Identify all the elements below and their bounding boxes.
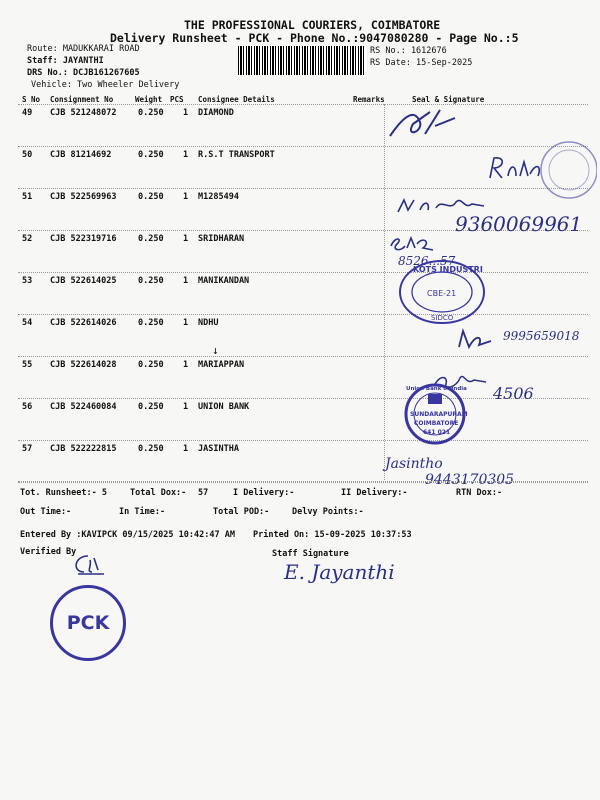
out-time: Out Time:- bbox=[20, 507, 72, 517]
col-pcs: PCS bbox=[170, 95, 184, 104]
total-dox-value: 57 bbox=[198, 488, 209, 498]
row-sno: 54 bbox=[22, 318, 33, 328]
stamp-union-bank-name: Union Bank of India bbox=[406, 386, 467, 392]
totals-rule bbox=[18, 481, 588, 482]
row-divider bbox=[18, 146, 588, 147]
row-divider bbox=[18, 440, 588, 441]
stamp-row53 bbox=[397, 258, 487, 326]
col-remarks: Remarks bbox=[353, 95, 385, 104]
rs-date: RS Date: 15-Sep-2025 bbox=[370, 58, 473, 68]
row-consignee: MARIAPPAN bbox=[198, 360, 245, 370]
total-dox-label: Total Dox:- bbox=[130, 488, 187, 498]
stamp-row50 bbox=[535, 138, 597, 204]
stamp-union-bank bbox=[404, 380, 468, 450]
row-divider bbox=[18, 314, 588, 315]
row-divider bbox=[18, 272, 588, 273]
company-title: THE PROFESSIONAL COURIERS, COIMBATORE bbox=[184, 18, 441, 32]
row-consignee: M1285494 bbox=[198, 192, 239, 202]
phone-row51: 9360069961 bbox=[455, 212, 583, 236]
stamp-union-bank-l2: COIMBATORE bbox=[414, 420, 459, 427]
row-weight: 0.250 bbox=[138, 234, 164, 244]
stamp-union-bank-l1: SUNDARAPURAM bbox=[410, 411, 468, 418]
verified-signature bbox=[68, 552, 108, 578]
staff-signature: E. Jayanthi bbox=[284, 560, 395, 584]
row-consignee: R.S.T TRANSPORT bbox=[198, 150, 275, 160]
barcode bbox=[238, 46, 366, 75]
seal-column-rule bbox=[384, 104, 385, 480]
row-weight: 0.250 bbox=[138, 444, 164, 454]
row-sno: 51 bbox=[22, 192, 33, 202]
row-consignee: JASINTHA bbox=[198, 444, 239, 454]
row-sno: 57 bbox=[22, 444, 33, 454]
row-sno: 50 bbox=[22, 150, 33, 160]
row-pcs: 1 bbox=[183, 276, 189, 286]
row-weight: 0.250 bbox=[138, 360, 164, 370]
row-pcs: 1 bbox=[183, 360, 189, 370]
row-weight: 0.250 bbox=[138, 318, 164, 328]
vehicle-label: Vehicle: Two Wheeler Delivery bbox=[31, 80, 180, 90]
row-consignment: CJB 522222815 bbox=[50, 444, 117, 454]
in-time: In Time:- bbox=[119, 507, 166, 517]
row-sno: 55 bbox=[22, 360, 33, 370]
route-label: Route: MADUKKARAI ROAD bbox=[27, 44, 140, 54]
verified-by-label: Verified By bbox=[20, 547, 77, 557]
row-consignment: CJB 522614025 bbox=[50, 276, 117, 286]
phone-row54: 9995659018 bbox=[503, 329, 580, 343]
stamp-row53-bot: SIDCO bbox=[431, 314, 454, 322]
row-weight: 0.250 bbox=[138, 402, 164, 412]
row-pcs: 1 bbox=[183, 234, 189, 244]
row-consignee: DIAMOND bbox=[198, 108, 234, 118]
row-consignee: UNION BANK bbox=[198, 402, 250, 412]
drs-label: DRS No.: DCJB161267605 bbox=[27, 68, 140, 78]
header-rule bbox=[18, 104, 588, 105]
stamp-row53-top: KOTS INDUSTRI bbox=[413, 265, 483, 274]
row-sno: 56 bbox=[22, 402, 33, 412]
total-pod: Total POD:- bbox=[213, 507, 270, 517]
row-consignment: CJB 522460084 bbox=[50, 402, 117, 412]
name-row57: Jasintho bbox=[385, 456, 443, 472]
col-weight: Weight bbox=[135, 95, 163, 104]
row-pcs: 1 bbox=[183, 150, 189, 160]
stamp-union-bank-l3: 641 021 bbox=[423, 429, 451, 436]
row-divider bbox=[18, 188, 588, 189]
row-consignee: NDHU bbox=[198, 318, 219, 328]
ii-delivery: II Delivery:- bbox=[341, 488, 408, 498]
runsheet-subtitle: Delivery Runsheet - PCK - Phone No.:9047080280 - Page No.:5 bbox=[110, 31, 519, 45]
staff-signature-label: Staff Signature bbox=[272, 549, 349, 559]
row-weight: 0.250 bbox=[138, 192, 164, 202]
col-seal: Seal & Signature bbox=[412, 95, 485, 104]
col-consignee: Consignee Details bbox=[198, 95, 275, 104]
row-pcs: 1 bbox=[183, 192, 189, 202]
row-sno: 49 bbox=[22, 108, 33, 118]
row-weight: 0.250 bbox=[138, 108, 164, 118]
signature-row49 bbox=[385, 104, 465, 144]
delvy-points: Delvy Points:- bbox=[292, 507, 364, 517]
row-consignment: CJB 522569963 bbox=[50, 192, 117, 202]
row-consignment: CJB 522319716 bbox=[50, 234, 117, 244]
row-weight: 0.250 bbox=[138, 150, 164, 160]
rtn-dox: RTN Dox:- bbox=[456, 488, 503, 498]
col-sno: S No bbox=[22, 95, 41, 104]
entered-by: Entered By :KAVIPCK 09/15/2025 10:42:47 AM bbox=[20, 530, 235, 540]
col-consignment: Consignment No bbox=[50, 95, 114, 104]
total-runsheet: Tot. Runsheet:- 5 bbox=[20, 488, 107, 498]
row-consignment: CJB 522614028 bbox=[50, 360, 117, 370]
pck-stamp: PCK bbox=[50, 585, 126, 661]
row-pcs: 1 bbox=[183, 402, 189, 412]
i-delivery: I Delivery:- bbox=[233, 488, 295, 498]
phone-row52: 8526...57 bbox=[398, 254, 456, 268]
row-pcs: 1 bbox=[183, 444, 189, 454]
rs-number: RS No.: 1612676 bbox=[370, 46, 447, 56]
row-consignment: CJB 81214692 bbox=[50, 150, 112, 160]
row-sno: 52 bbox=[22, 234, 33, 244]
row-divider bbox=[18, 356, 588, 357]
signature-row52 bbox=[387, 232, 437, 254]
staff-label: Staff: JAYANTHI bbox=[27, 56, 104, 66]
row-consignee: MANIKANDAN bbox=[198, 276, 250, 286]
printed-on: Printed On: 15-09-2025 10:37:53 bbox=[253, 530, 412, 540]
row-consignment: CJB 522614026 bbox=[50, 318, 117, 328]
row-pcs: 1 bbox=[183, 318, 189, 328]
row-consignee: SRIDHARAN bbox=[198, 234, 245, 244]
row-sno: 53 bbox=[22, 276, 33, 286]
arrow-down-icon: ↓ bbox=[212, 344, 219, 357]
number-row56: 4506 bbox=[493, 384, 534, 403]
row-weight: 0.250 bbox=[138, 276, 164, 286]
stamp-row53-mid: CBE-21 bbox=[427, 289, 457, 298]
row-pcs: 1 bbox=[183, 108, 189, 118]
phone-row57: 9443170305 bbox=[425, 472, 515, 488]
row-consignment: CJB 521248072 bbox=[50, 108, 117, 118]
signature-row54 bbox=[455, 327, 495, 351]
